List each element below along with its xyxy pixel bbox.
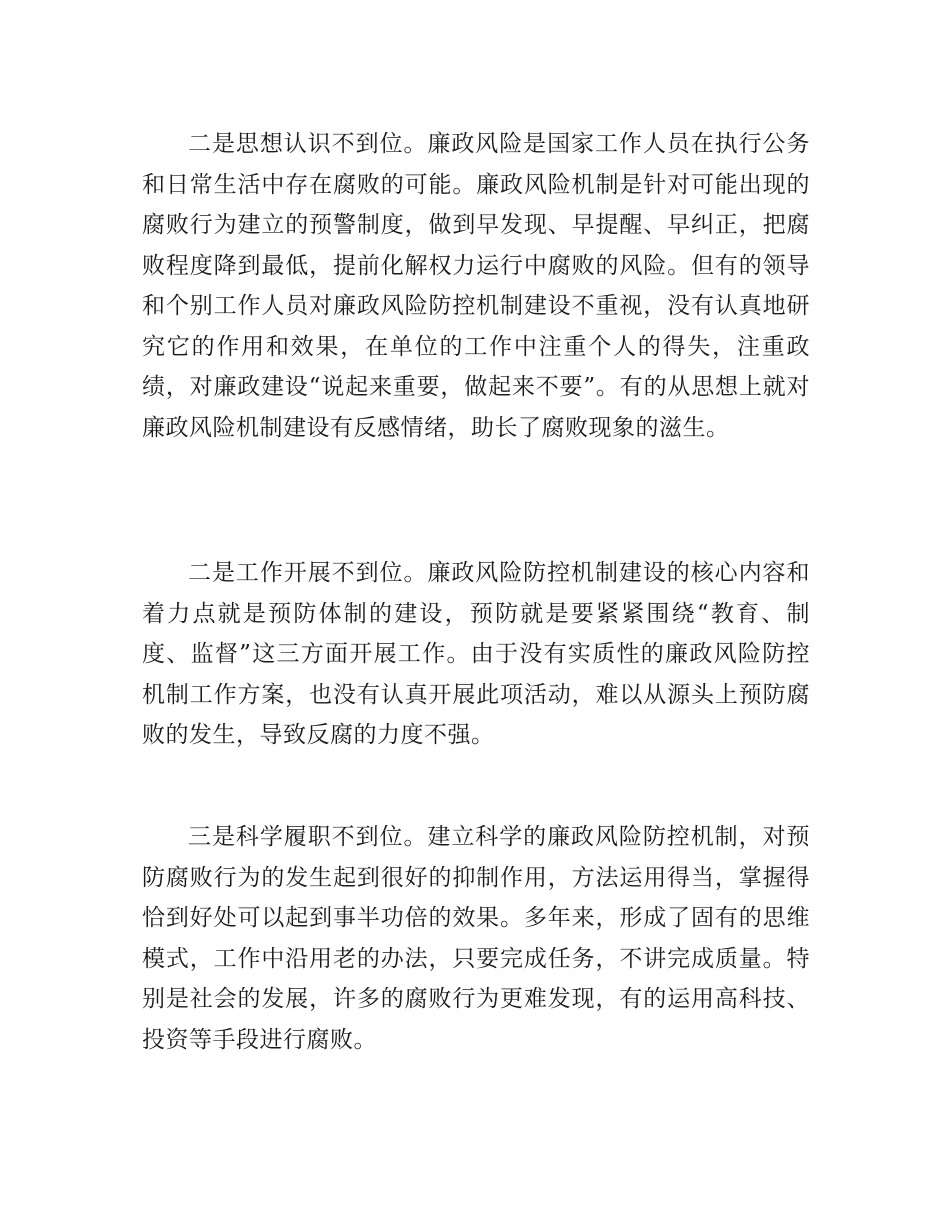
paragraph-work-implementation: 二是工作开展不到位。廉政风险防控机制建设的核心内容和着力点就是预防体制的建设，预防就是要紧紧围绕“教育、制度、监督”这三方面开展工作。由于没有实质性的廉政风险防控机制工作方案，也没有认真开展此项活动，难以从源头上预防腐败的发生，导致反腐的力度不强。 (142, 560, 810, 748)
paragraph-ideological-awareness: 二是思想认识不到位。廉政风险是国家工作人员在执行公务和日常生活中存在腐败的可能。廉政风险机制是针对可能出现的腐败行为建立的预警制度，做到早发现、早提醒、早纠正，把腐败程度降到最低，提前化解权力运行中腐败的风险。但有的领导和个别工作人员对廉政风险防控机制建设不重视，没有认真地研究它的作用和效果，在单位的工作中注重个人的得失，注重政绩，对廉政建设“说起来重要，做起来不要”。有的从思想上就对廉政风险机制建设有反感情绪，助长了腐败现象的滋生。 (142, 131, 810, 441)
paragraph-scientific-duty: 三是科学履职不到位。建立科学的廉政风险防控机制，对预防腐败行为的发生起到很好的抑制作用，方法运用得当，掌握得恰到好处可以起到事半功倍的效果。多年来，形成了固有的思维模式，工作中沿用老的办法，只要完成任务，不讲完成质量。特别是社会的发展，许多的腐败行为更难发现，有的运用高科技、投资等手段进行腐败。 (142, 824, 810, 1053)
